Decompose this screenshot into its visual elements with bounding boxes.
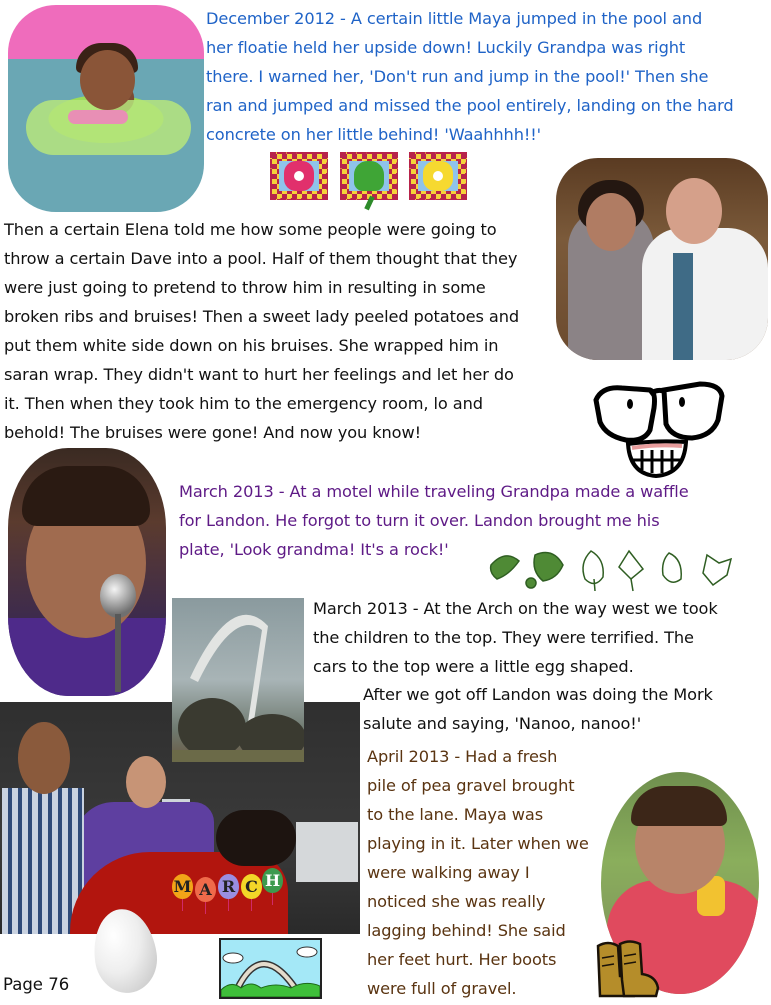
yellow-flower-icon bbox=[409, 152, 467, 200]
pink-flower-icon bbox=[270, 152, 328, 200]
text-line: for Landon. He forgot to turn it over. Landon brought me his bbox=[179, 511, 660, 530]
text-line: plate, 'Look grandma! It's a rock!' bbox=[179, 540, 449, 559]
photo-landon-spoon bbox=[8, 448, 166, 696]
text-line: After we got off Landon was doing the Mork bbox=[363, 685, 713, 704]
entry-mork-salute bbox=[363, 680, 713, 738]
entry-april-2013-gravel bbox=[367, 742, 589, 1003]
text-line: were walking away I bbox=[367, 863, 530, 882]
text-line: there. I warned her, 'Don't run and jump in the pool!' Then she bbox=[206, 67, 709, 86]
text-line: lagging behind! She said bbox=[367, 921, 566, 940]
text-line: March 2013 - At the Arch on the way west we took bbox=[313, 599, 718, 618]
text-line: saran wrap. They didn't want to hurt her feelings and let her do bbox=[4, 365, 514, 384]
text-line: were full of gravel. bbox=[367, 979, 517, 998]
march-balloons-decoration bbox=[172, 871, 284, 914]
balloon-letter: R bbox=[218, 874, 239, 899]
text-line: broken ribs and bruises! Then a sweet lady peeled potatoes and bbox=[4, 307, 520, 326]
text-line: playing in it. Later when we bbox=[367, 834, 589, 853]
text-line: concrete on her little behind! 'Waahhhh!!' bbox=[206, 125, 541, 144]
balloon-letter: A bbox=[195, 877, 216, 902]
text-line: to the lane. Maya was bbox=[367, 805, 544, 824]
shamrock-icon bbox=[340, 152, 398, 200]
entry-december-2012 bbox=[206, 4, 734, 149]
boots-icon bbox=[594, 940, 660, 1000]
page-number: Page 76 bbox=[3, 975, 70, 994]
text-line: April 2013 - Had a fresh bbox=[367, 747, 558, 766]
entry-elena-story bbox=[4, 215, 519, 447]
text-line: Then a certain Elena told me how some people were going to bbox=[4, 220, 497, 239]
text-line: it. Then when they took him to the emergency room, lo and bbox=[4, 394, 483, 413]
text-line: salute and saying, 'Nanoo, nanoo!' bbox=[363, 714, 642, 733]
leaves-decoration-icon bbox=[487, 545, 753, 593]
photo-gateway-arch bbox=[172, 598, 304, 762]
photo-couple bbox=[556, 158, 768, 360]
gateway-arch-clipart-icon bbox=[219, 938, 322, 999]
entry-march-2013-arch bbox=[313, 594, 718, 681]
nerd-glasses-face-icon bbox=[592, 378, 726, 478]
balloon-letter: M bbox=[172, 874, 193, 899]
text-line: noticed she was really bbox=[367, 892, 546, 911]
text-line: behold! The bruises were gone! And now you know! bbox=[4, 423, 422, 442]
photo-maya-pool bbox=[8, 5, 204, 212]
text-line: her floatie held her upside down! Luckily Grandpa was right bbox=[206, 38, 686, 57]
text-line: the children to the top. They were terrified. The bbox=[313, 628, 694, 647]
text-line: ran and jumped and missed the pool entirely, landing on the hard bbox=[206, 96, 734, 115]
text-line: December 2012 - A certain little Maya jumped in the pool and bbox=[206, 9, 703, 28]
text-line: pile of pea gravel brought bbox=[367, 776, 575, 795]
text-line: her feet hurt. Her boots bbox=[367, 950, 557, 969]
text-line: throw a certain Dave into a pool. Half of them thought that they bbox=[4, 249, 518, 268]
balloon-letter: H bbox=[262, 868, 283, 893]
balloon-letter: C bbox=[241, 874, 262, 899]
text-line: cars to the top were a little egg shaped. bbox=[313, 657, 634, 676]
text-line: were just going to pretend to throw him in resulting in some bbox=[4, 278, 486, 297]
text-line: put them white side down on his bruises. She wrapped him in bbox=[4, 336, 499, 355]
text-line: March 2013 - At a motel while traveling Grandpa made a waffle bbox=[179, 482, 689, 501]
